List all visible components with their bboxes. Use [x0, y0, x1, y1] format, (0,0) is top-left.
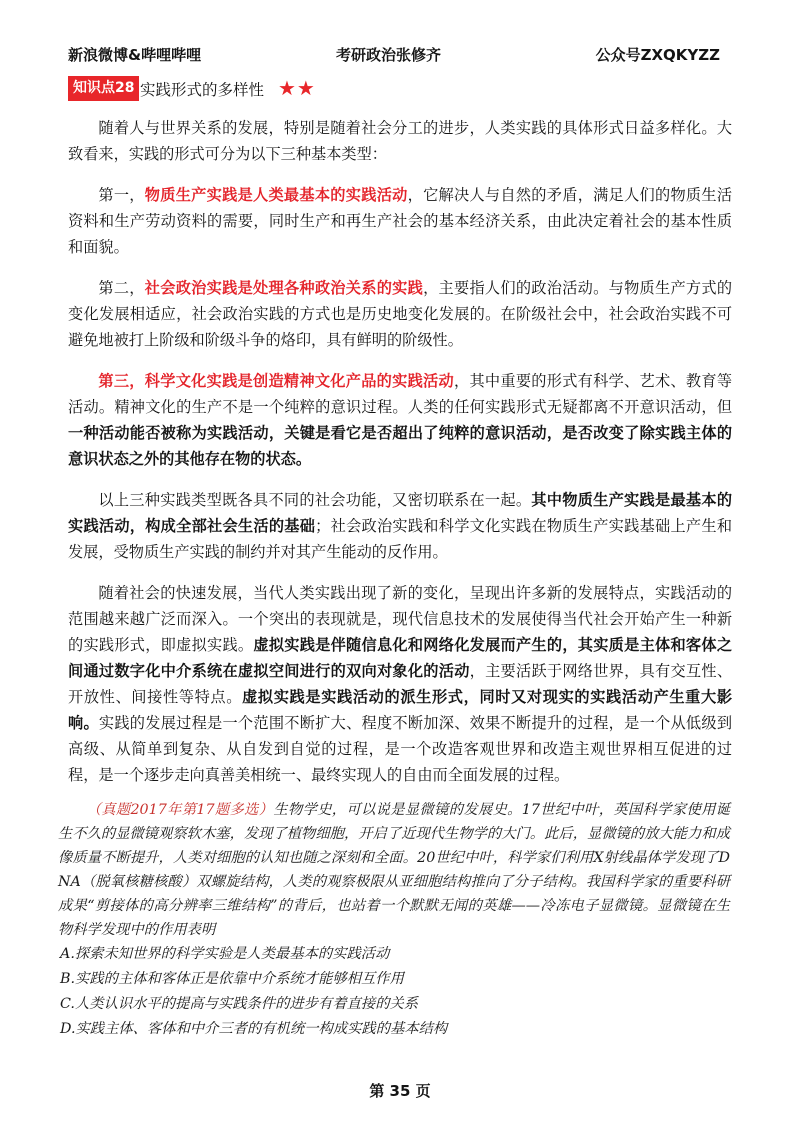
p6-mid: ，主要活跃于网络世界，具有交互性、开放性、间接性等特点。	[68, 662, 733, 706]
paragraph-relations	[68, 487, 732, 565]
option-c: C.人类认识水平的提高与实践条件的进步有着直接的关系	[60, 996, 419, 1012]
header-wechat-account: 公众号ZXQKYZZ	[595, 46, 720, 64]
p5-bold: 其中物质生产实践是最基本的实践活动，构成全部社会生活的基础	[68, 491, 733, 535]
paragraph-science-culture	[68, 368, 732, 472]
paragraph-virtual-practice	[68, 580, 732, 788]
knowledge-point-title: 实践形式的多样性	[140, 81, 265, 99]
main-text	[68, 115, 732, 803]
p5-start: 以上三种实践类型既各具不同的社会功能，又密切联系在一起。	[98, 491, 532, 509]
p6-start: 随着社会的快速发展，当代人类实践出现了新的变化，呈现出许多新的发展特点，实践活动的范围越来越广泛而深入。一个突出的表现就是，现代信息技术的发展使得当代社会开始产生一种新的实践形式，即虚拟实践。	[68, 584, 732, 654]
p6-bold-2: 虚拟实践是实践活动的派生形式，同时又对现实的实践活动产生重大影响。	[68, 688, 733, 732]
header-author: 考研政治张修齐	[336, 46, 442, 64]
paragraph-social-political	[68, 275, 732, 353]
question-stem-text: 生物学史，可以说是显微镜的发展史。17世纪中叶，英国科学家使用诞生不久的显微镜观察软木塞，发现了植物细胞，开启了近现代生物学的大门。此后，显微镜的放大能力和成像质量不断提升，人类对细胞的认知也随之深刻和全面。20世纪中叶，科学家们利用X射线晶体学发现了DNA（脱氧核糖核酸）双螺旋结构，人类的观察极限从亚细胞结构推向了分子结构。我国科学家的重要科研成果“剪接体的高分辨率三维结构”的背后，也站着一个默默无闻的英雄——冷冻电子显微镜。显微镜在生物科学发现中的作用表明	[58, 802, 730, 938]
importance-star-icon: ★★	[278, 76, 316, 100]
p3-body: ，主要指人们的政治活动。与物质生产方式的变化发展相适应，社会政治实践的方式也是历史地变化发展的。在阶级社会中，社会政治实践不可避免地被打上阶级和阶级斗争的烙印，具有鲜明的阶级性。	[68, 279, 733, 349]
option-b: B.实践的主体和客体正是依靠中介系统才能够相互作用	[60, 971, 404, 987]
p4-bold: 一种活动能否被称为实践活动，关键是看它是否超出了纯粹的意识活动，是否改变了除实践主体的意识状态之外的其他存在物的状态。	[68, 424, 732, 468]
page-number: 第 35 页	[369, 1082, 431, 1100]
paragraph-intro	[68, 115, 732, 167]
question-stem	[58, 798, 730, 942]
p2-highlight: 物质生产实践是人类最基本的实践活动	[144, 186, 408, 204]
page-header	[68, 44, 720, 68]
p2-prefix: 第一，	[98, 186, 145, 204]
p4-highlight: 第三，科学文化实践是创造精神文化产品的实践活动	[98, 372, 454, 390]
exam-question	[58, 798, 730, 1042]
p6-bold-1: 虚拟实践是伴随信息化和网络化发展而产生的，其实质是主体和客体之间通过数字化中介系统在虚拟空间进行的双向对象化的活动	[68, 636, 733, 680]
paragraph-intro-text: 随着人与世界关系的发展，特别是随着社会分工的进步，人类实践的具体形式日益多样化。大致看来，实践的形式可分为以下三种基本类型：	[68, 119, 732, 163]
p2-body: ，它解决人与自然的矛盾，满足人们的物质生活资料和生产劳动资料的需要，同时生产和再生产社会的基本经济关系，由此决定着社会的基本性质和面貌。	[68, 186, 733, 256]
paragraph-material-production	[68, 182, 732, 260]
header-weibo-bilibili: 新浪微博&哔哩哔哩	[68, 46, 202, 64]
option-d: D.实践主体、客体和中介三者的有机统一构成实践的基本结构	[60, 1021, 448, 1037]
knowledge-point-heading	[68, 76, 728, 102]
p3-highlight: 社会政治实践是处理各种政治关系的实践	[144, 279, 424, 297]
p3-prefix: 第二，	[98, 279, 145, 297]
p5-body: ；社会政治实践和科学文化实践在物质生产实践基础上产生和发展，受物质生产实践的制约并对其产生能动的反作用。	[68, 517, 733, 561]
p4-body: ，其中重要的形式有科学、艺术、教育等活动。精神文化的生产不是一个纯粹的意识过程。人类的任何实践形式无疑都离不开意识活动，但	[68, 372, 733, 416]
option-a: A.探索未知世界的科学实验是人类最基本的实践活动	[60, 946, 390, 962]
p6-body: 实践的发展过程是一个范围不断扩大、程度不断加深、效果不断提升的过程，是一个从低级到高级、从简单到复杂、从自发到自觉的过程，是一个改造客观世界和改造主观世界相互促进的过程，是一个逐步走向真善美相统一、最终实现人的自由而全面发展的过程。	[68, 714, 733, 784]
question-tag: （真题2017年第17题多选）	[86, 802, 274, 818]
knowledge-point-badge: 知识点28	[68, 76, 139, 101]
